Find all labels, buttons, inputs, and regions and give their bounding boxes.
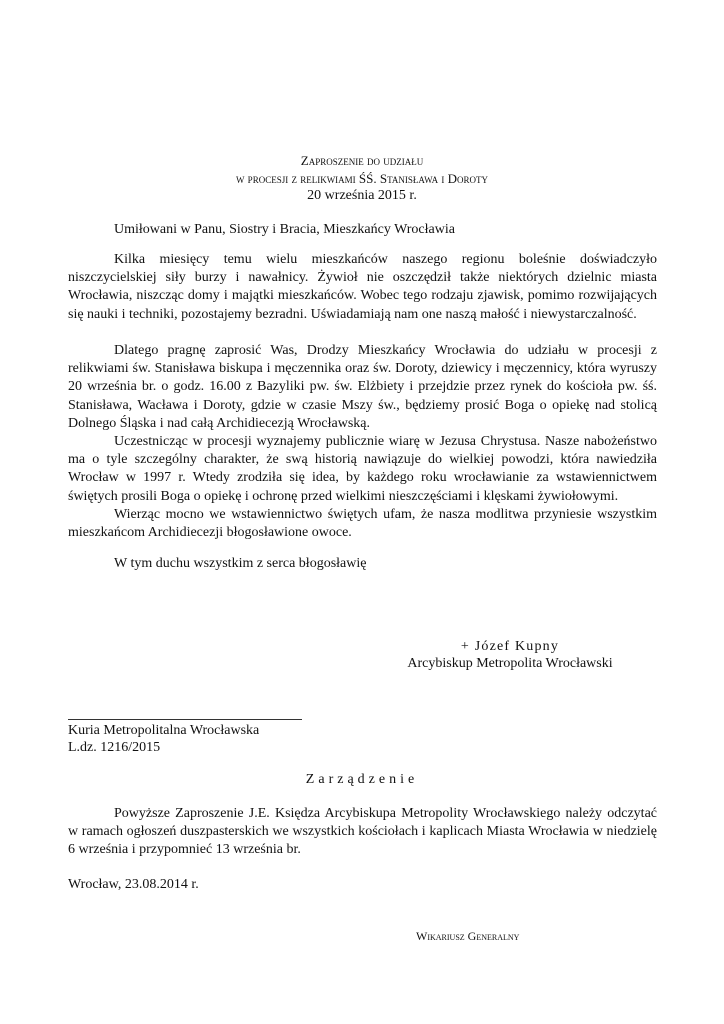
curia-name: Kuria Metropolitalna Wrocławska	[68, 723, 260, 738]
divider-line	[68, 719, 302, 720]
closing-blessing: W tym duchu wszystkim z serca błogosławię	[114, 556, 367, 571]
signature-role: Arcybiskup Metropolita Wrocławski	[407, 656, 613, 671]
invitation-title-line-2: w procesji z relikwiami ŚŚ. Stanisława i Doroty	[235, 171, 489, 186]
signature-name: + Józef Kupny	[460, 639, 560, 654]
paragraph-4: Wierząc mocno we wstawiennictwo świętych ufam, że nasza modlitwa przyniesie wszystkim mieszkańcom Archidiecezji błogosławione owoce.	[68, 507, 657, 541]
paragraph-2: Dlatego pragnę zaprosić Was, Drodzy Mieszkańcy Wrocławia do udziału w procesji z relikwiami św. Stanisława biskupa i męczennika oraz św. Doroty, dziewicy i męczennicy, która wyruszy 20 września br. o godz. 16.00 z Bazyliki pw. św. Elżbiety i przejdzie przez rynek do kościoła pw. śś. Stanisława, Wacława i Doroty, gdzie w czasie Mszy św., będziemy prosić Boga o opiekę nad stolicą Dolnego Śląska i nad całą Archidiecezją Wrocławską.	[68, 343, 657, 431]
invitation-title-line-1: Zaproszenie do udziału	[300, 153, 424, 168]
salutation: Umiłowani w Panu, Siostry i Bracia, Mieszkańcy Wrocławia	[114, 222, 455, 237]
vicar-general-signatory: Wikariusz Generalny	[416, 929, 520, 943]
place-date: Wrocław, 23.08.2014 r.	[68, 877, 199, 892]
decree-text: Powyższe Zaproszenie J.E. Księdza Arcybiskupa Metropolity Wrocławskiego należy odczytać w ramach ogłoszeń duszpasterskich we wszystkich kościołach i kaplicach Miasta Wrocławia w niedzielę 6 września i przypomnieć 13 września br.	[68, 806, 657, 858]
invitation-date: 20 września 2015 r.	[307, 188, 417, 203]
curia-reference: L.dz. 1216/2015	[68, 740, 161, 755]
paragraph-1: Kilka miesięcy temu wielu mieszkańców naszego regionu boleśnie doświadczyło niszczycielskiej siły burzy i nawałnicy. Żywioł nie oszczędził także niektórych dzielnic miasta Wrocławia, niszcząc domy i majątki mieszkańców. Wobec tego rodzaju zjawisk, pomimo rozwijających się nauki i techniki, pozostajemy bezradni. Uświadamiają nam one naszą małość i niewystarczalność.	[68, 252, 657, 322]
paragraph-3: Uczestnicząc w procesji wyznajemy publicznie wiarę w Jezusa Chrystusa. Nasze nabożeństwo ma o tyle szczególny charakter, że swą historią nawiązuje do wielkiej powodzi, która nawiedziła Wrocław w 1997 r. Wtedy zrodziła się idea, by każdego roku wrocławianie za wstawiennictwem świętych prosili Boga o opiekę i ochronę przed wielkimi nieszczęściami i klęskami żywiołowymi.	[68, 434, 657, 504]
decree-title: Zarządzenie	[305, 772, 419, 787]
